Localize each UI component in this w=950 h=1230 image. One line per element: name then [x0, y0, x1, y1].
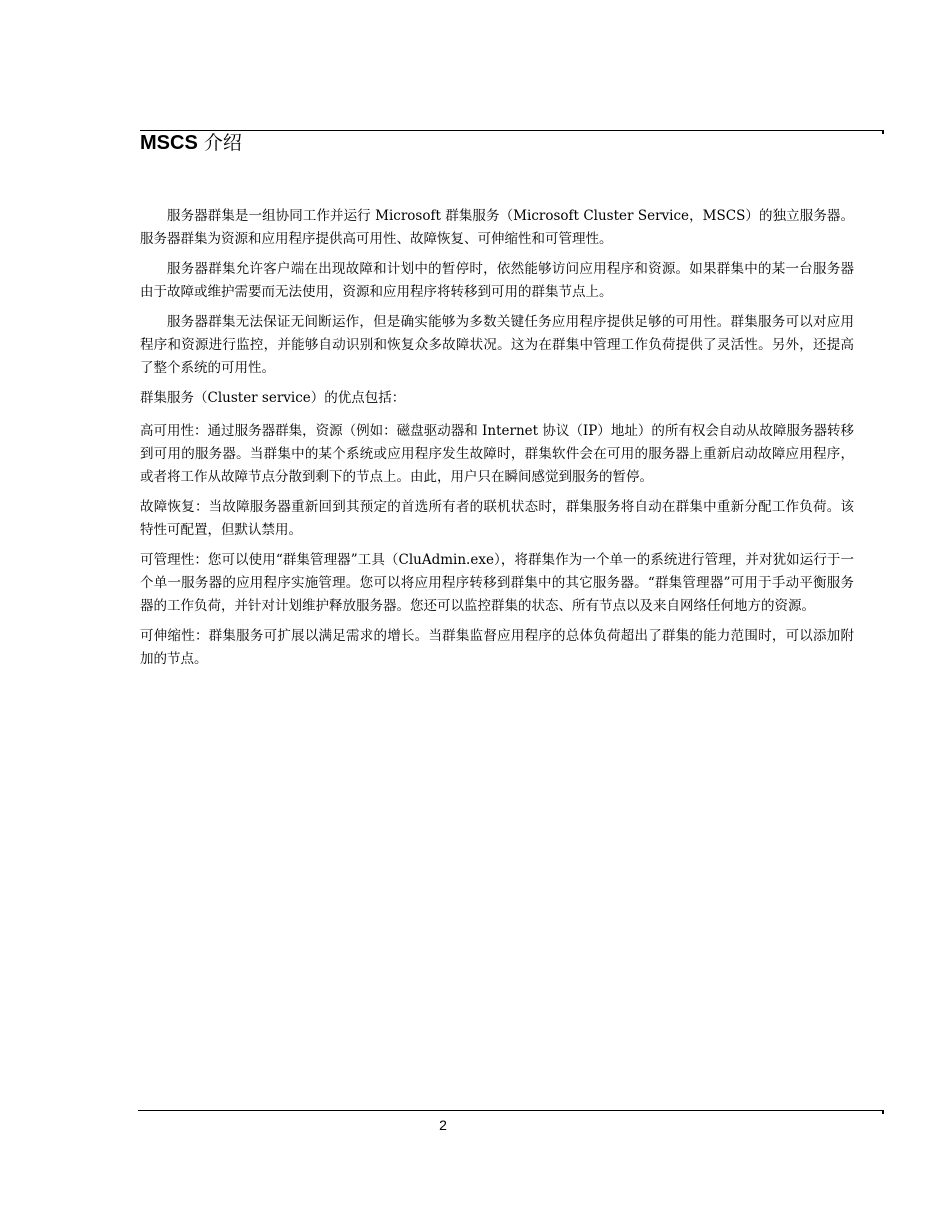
paragraph-failback: 故障恢复：当故障服务器重新回到其预定的首选所有者的联机状态时，群集服务将自动在群集中重新分配工作负荷。该特性可配置，但默认禁用。: [140, 499, 854, 538]
document-body: [140, 205, 854, 678]
paragraph-high-availability: 高可用性：通过服务器群集，资源（例如：磁盘驱动器和 Internet 协议（IP）地址）的所有权会自动从故障服务器转移到可用的服务器。当群集中的某个系统或应用程序发生故障时，群集软件会在可用的服务器上重新启动故障应用程序，或者将工作从故障节点分散到剩下的节点上。由此，用户只在瞬间感觉到服务的暂停。: [140, 423, 854, 485]
page-title-latin: MSCS: [140, 132, 198, 154]
paragraph-manageability: 可管理性：您可以使用“群集管理器”工具（CluAdmin.exe），将群集作为一个单一的系统进行管理，并对犹如运行于一个单一服务器的应用程序实施管理。您可以将应用程序转移到群集中的其它服务器。“群集管理器”可用于手动平衡服务器的工作负荷，并针对计划维护释放服务器。您还可以监控群集的状态、所有节点以及来自网络任何地方的资源。: [140, 552, 854, 614]
footer-rule: [138, 1110, 884, 1111]
page-title-cjk: 介绍: [197, 132, 242, 154]
paragraph-scalability: 可伸缩性：群集服务可扩展以满足需求的增长。当群集监督应用程序的总体负荷超出了群集的能力范围时，可以添加附加的节点。: [140, 628, 854, 667]
header-rule: [140, 130, 884, 131]
paragraph-client-access: 服务器群集允许客户端在出现故障和计划中的暂停时，依然能够访问应用程序和资源。如果群集中的某一台服务器由于故障或维护需要而无法使用，资源和应用程序将转移到可用的群集节点上。: [140, 261, 854, 300]
page-title: [140, 131, 242, 155]
paragraph-availability: 服务器群集无法保证无间断运作，但是确实能够为多数关键任务应用程序提供足够的可用性。群集服务可以对应用程序和资源进行监控，并能够自动识别和恢复众多故障状况。这为在群集中管理工作负荷提供了灵活性。另外，还提高了整个系统的可用性。: [140, 314, 854, 376]
paragraph-intro: 服务器群集是一组协同工作并运行 Microsoft 群集服务（Microsoft Cluster Service，MSCS）的独立服务器。服务器群集为资源和应用程序提供高可用性、故障恢复、可伸缩性和可管理性。: [140, 208, 854, 247]
paragraph-benefits-intro: 群集服务（Cluster service）的优点包括：: [140, 390, 406, 406]
page-number: 2: [439, 1117, 447, 1133]
